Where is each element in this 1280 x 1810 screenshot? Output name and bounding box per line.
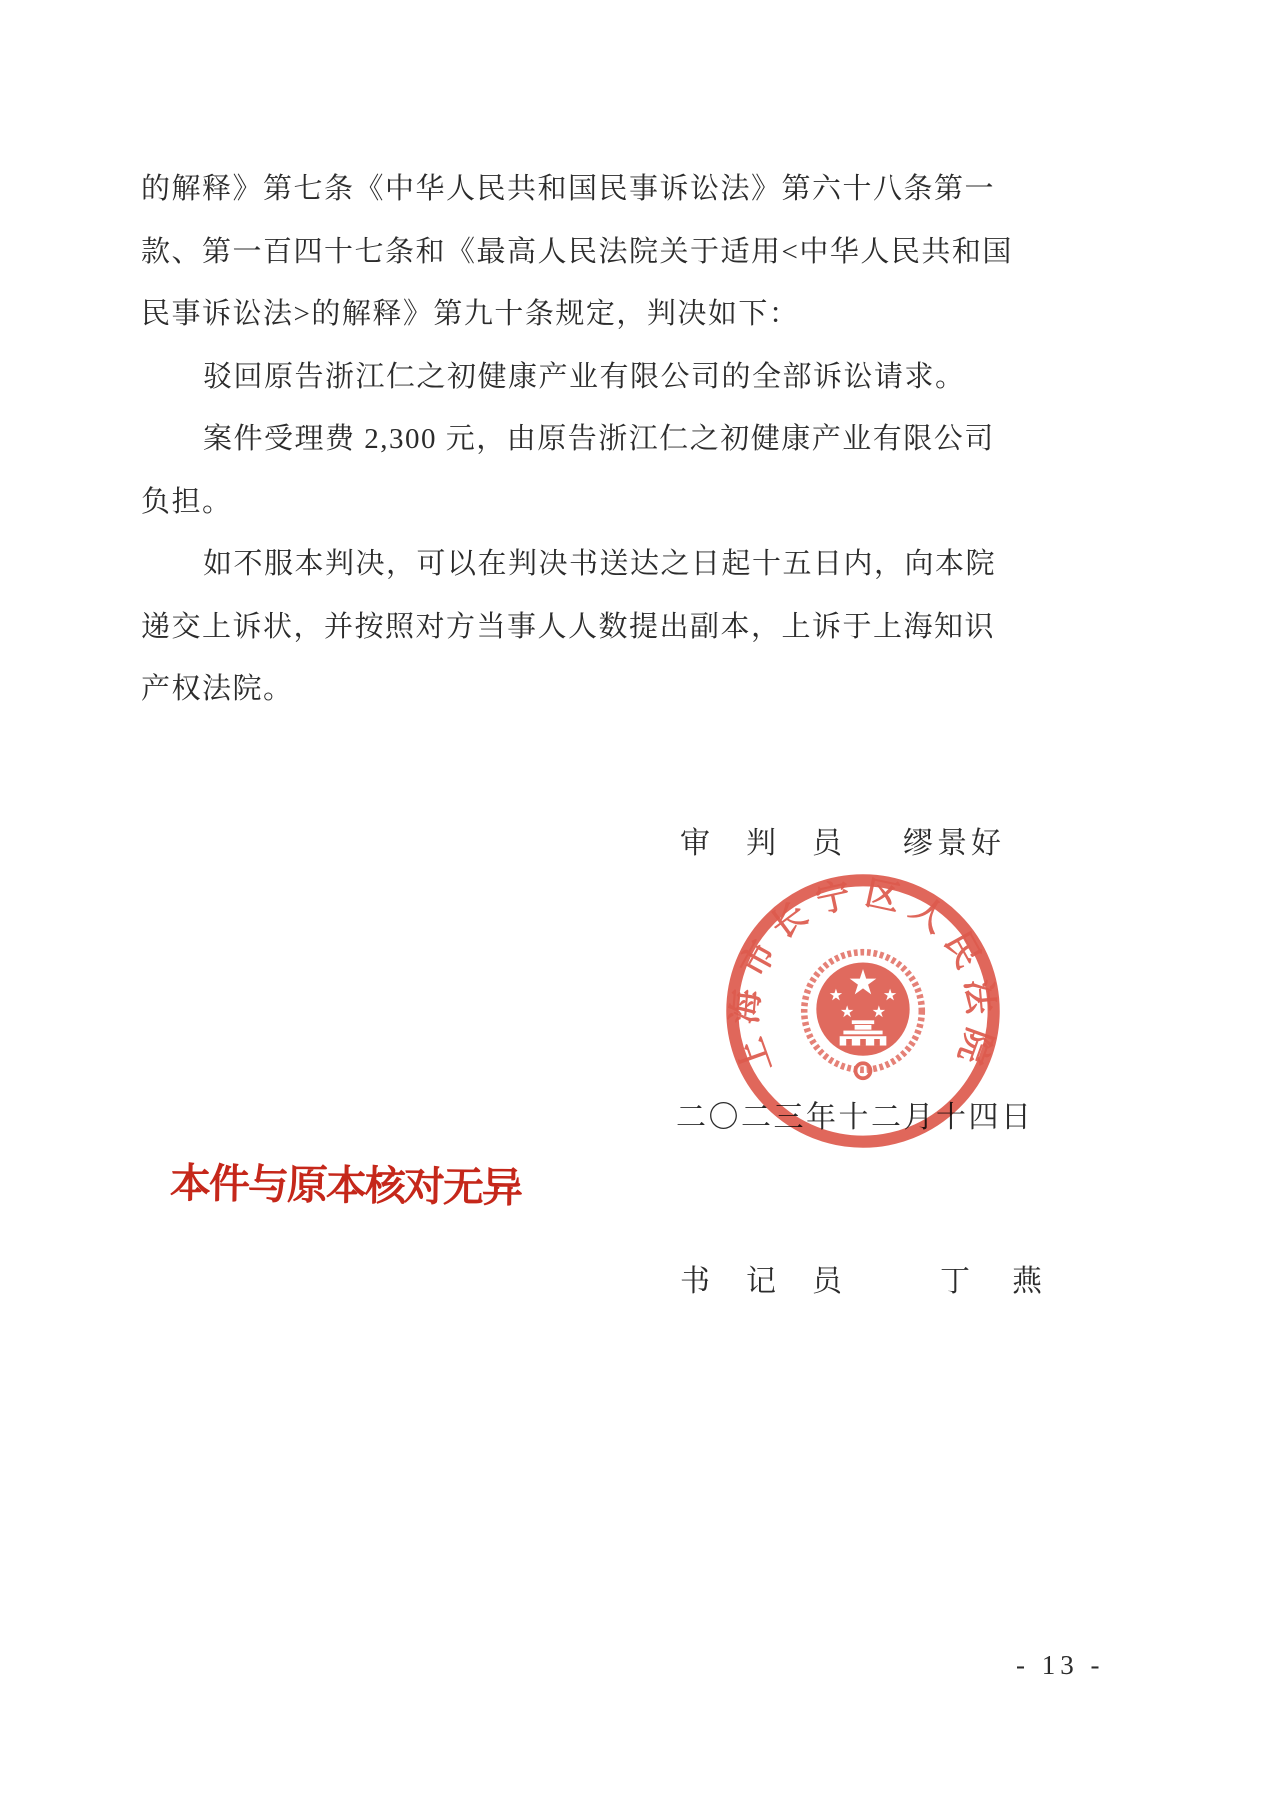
judge-name: 缪景好 — [903, 827, 1005, 860]
judge-title: 审判员 — [680, 827, 878, 860]
body-line: 的解释》第七条《中华人民共和国民事诉讼法》第六十八条第一 — [141, 173, 996, 205]
body-line: 负担。 — [141, 485, 233, 518]
clerk-title: 书记员 — [680, 1265, 878, 1298]
body-line: 案件受理费 2,300 元，由原告浙江仁之初健康产业有限公司 — [203, 423, 995, 455]
verification-stamp: 本件与原本核对无异 — [169, 1160, 522, 1211]
body-line: 产权法院。 — [141, 673, 294, 705]
court-seal — [723, 871, 1003, 1151]
page-number: - 13 - — [1016, 1650, 1105, 1680]
body-line: 如不服本判决，可以在判决书送达之日起十五日内，向本院 — [203, 548, 997, 580]
judgment-body — [141, 158, 1011, 721]
national-emblem-icon — [804, 952, 922, 1078]
judge-signature — [680, 818, 1005, 862]
body-line: 款、第一百四十七条和《最高人民法院关于适用<中华人民共和国 — [141, 235, 1013, 268]
clerk-signature — [680, 1256, 1048, 1300]
body-line: 递交上诉状，并按照对方当事人人数提出副本，上诉于上海知识 — [141, 610, 996, 643]
court-seal-graphic — [723, 871, 1003, 1151]
clerk-name: 丁 燕 — [940, 1265, 1048, 1298]
body-line: 驳回原告浙江仁之初健康产业有限公司的全部诉讼请求。 — [203, 360, 966, 393]
seal-text: 上海市长宁区人民法院 — [726, 874, 1000, 1079]
judgment-date: 二〇二三年十二月十四日 — [676, 1101, 1034, 1134]
body-line: 民事诉讼法>的解释》第九十条规定，判决如下： — [141, 298, 800, 330]
